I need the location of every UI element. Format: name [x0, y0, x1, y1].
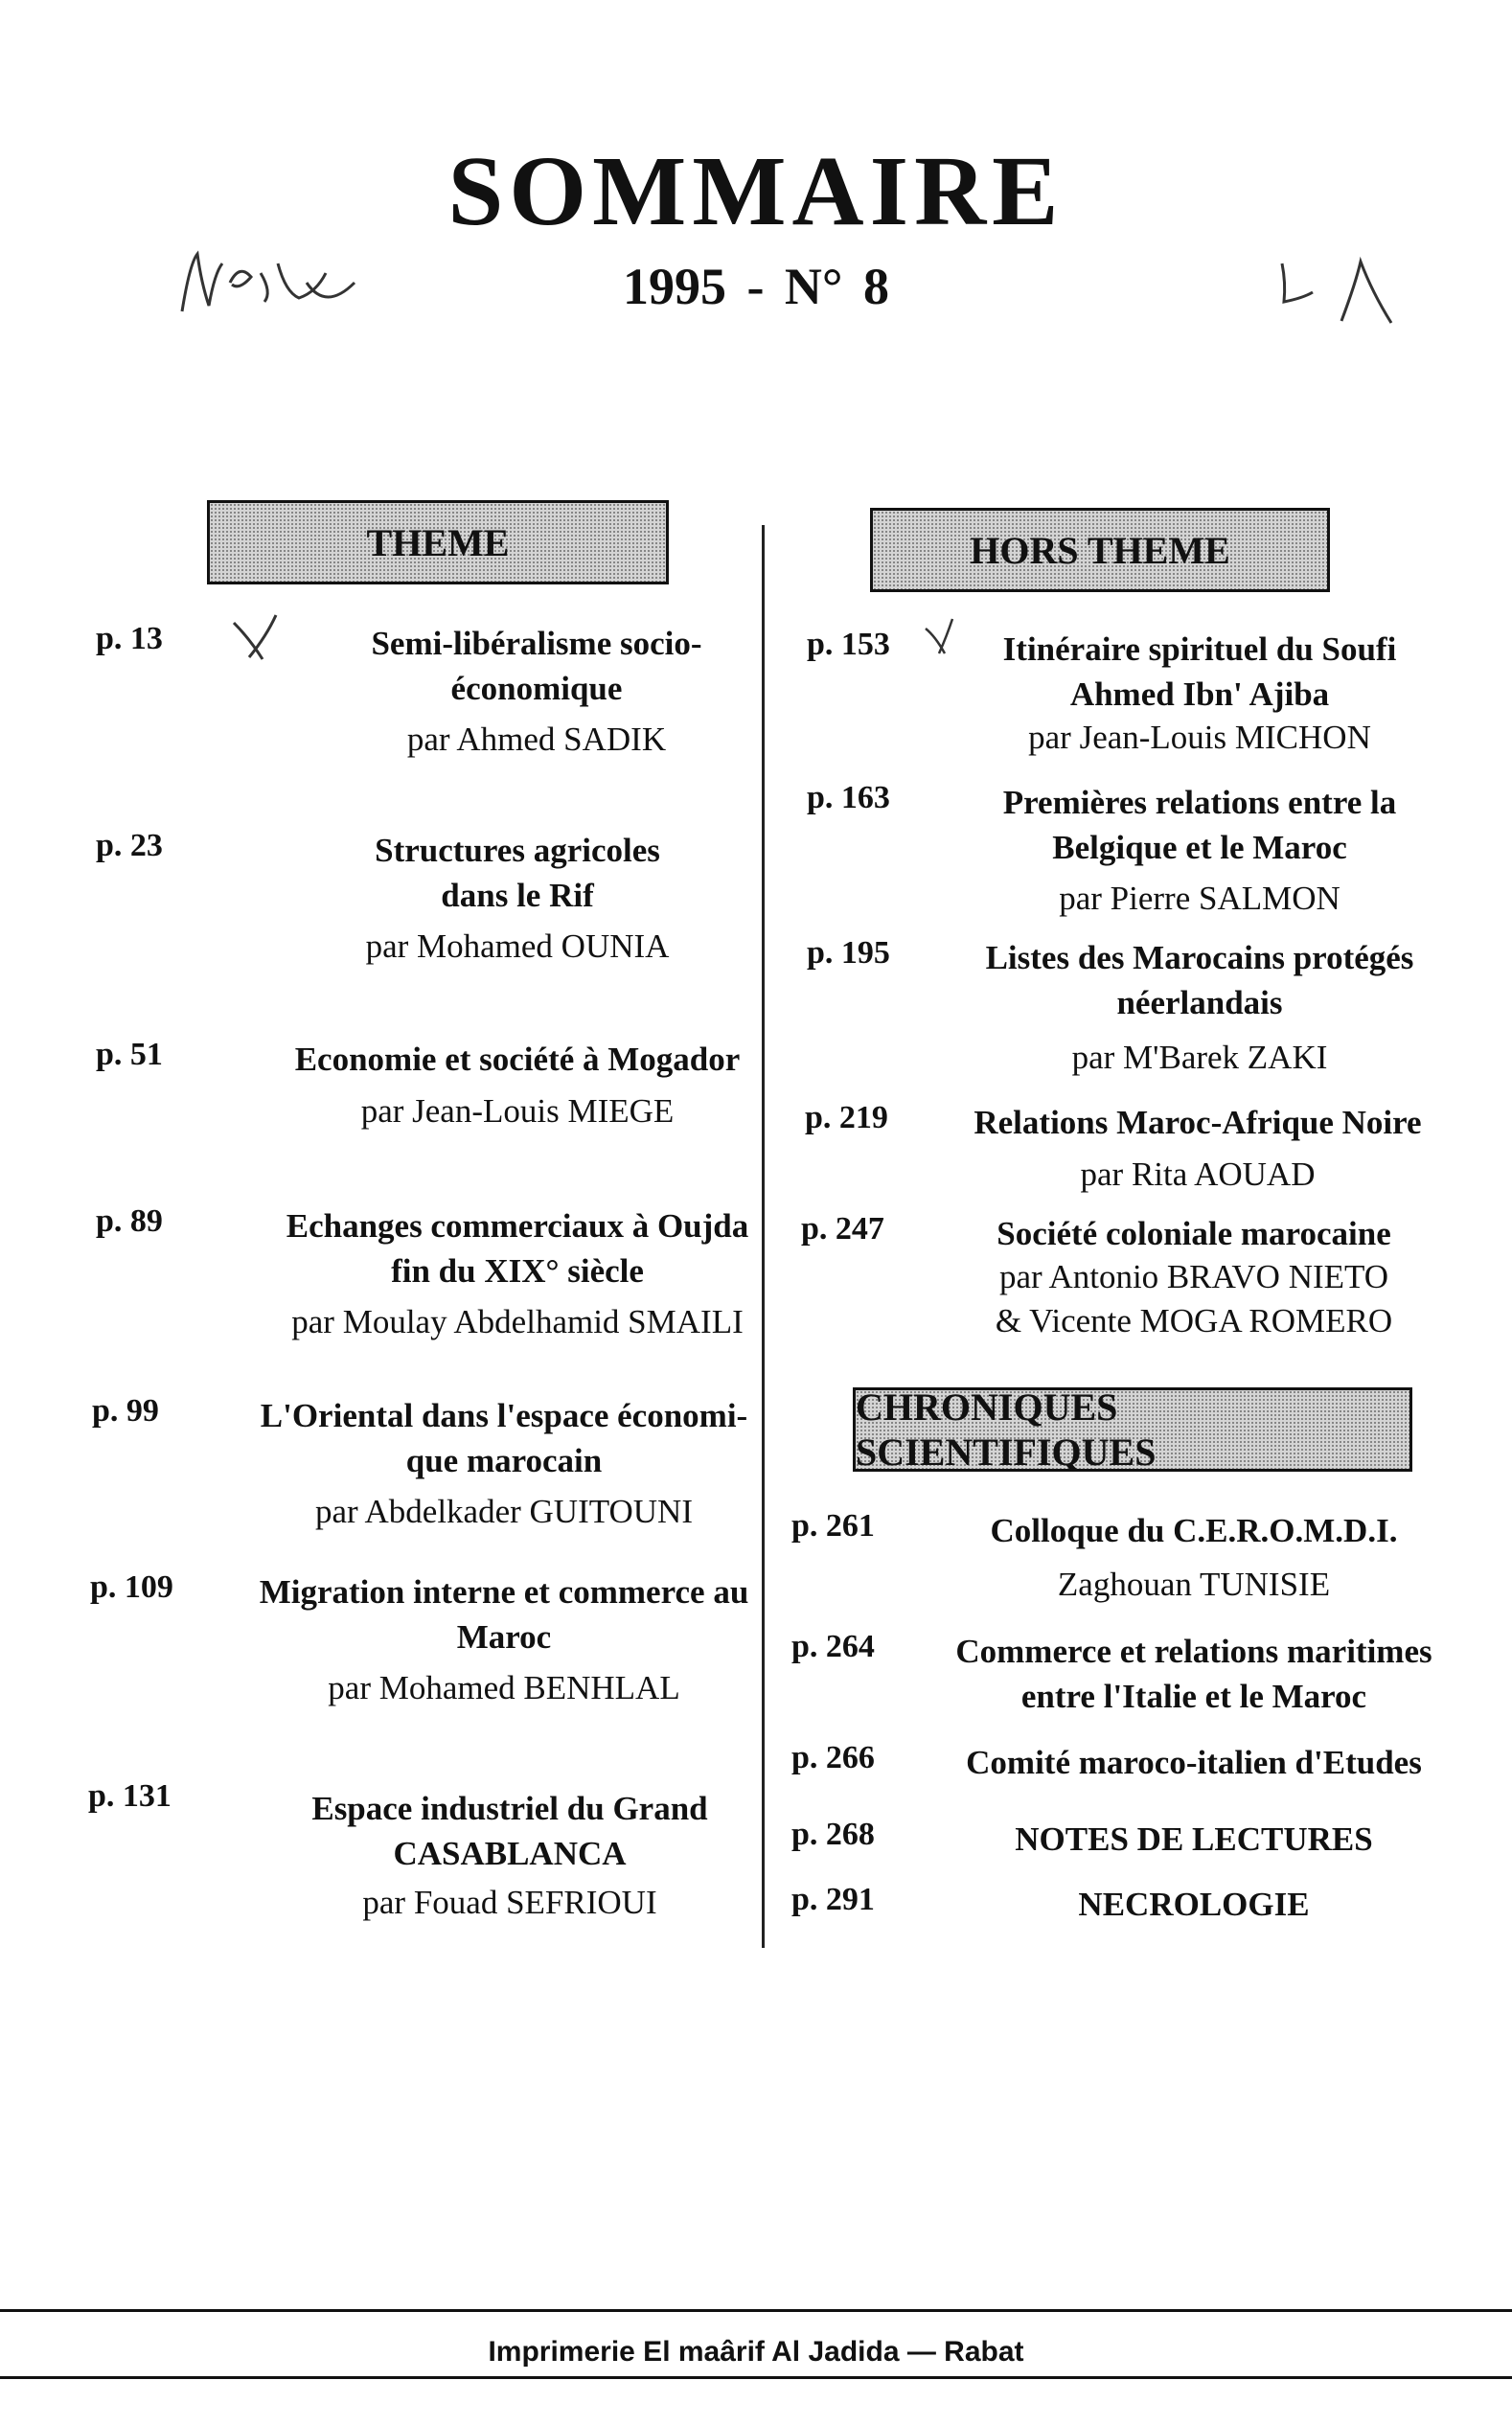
handwritten-mark-left — [172, 244, 374, 331]
page-number: p. 219 — [805, 1100, 888, 1135]
article-title: Economie et société à Mogador — [294, 1041, 741, 1078]
article-author: par Moulay Abdelhamid SMAILI — [291, 1303, 744, 1340]
article-title: Listes des Marocains protégés néerlandais — [985, 939, 1414, 1021]
page-number: p. 247 — [801, 1211, 884, 1247]
page-title: SOMMAIRE — [447, 136, 1065, 246]
article-author: par Mohamed BENHLAL — [328, 1669, 680, 1706]
article-title: Echanges commerciaux à Oujda fin du XIX° siècle — [286, 1207, 749, 1290]
article-author: Zaghouan TUNISIE — [1057, 1566, 1331, 1603]
handwritten-mark-right — [1265, 254, 1409, 331]
article-title: Société coloniale marocaine — [997, 1215, 1391, 1252]
article-title: Migration interne et commerce au Maroc — [259, 1573, 749, 1656]
section-theme-box: THEME — [207, 500, 669, 584]
page-number: p. 153 — [807, 627, 890, 662]
article-author: par M'Barek ZAKI — [1071, 1039, 1328, 1076]
article-title: Itinéraire spirituel du Soufi Ahmed Ibn' Ajiba — [1002, 630, 1397, 713]
page-number: p. 23 — [96, 828, 163, 863]
footer-rule-top — [0, 2309, 1512, 2312]
article-author: par Ahmed SADIK — [406, 721, 667, 758]
article-author: par Pierre SALMON — [1059, 880, 1340, 917]
page-number: p. 261 — [791, 1508, 875, 1544]
page-number: p. 291 — [791, 1882, 875, 1917]
article-title: NECROLOGIE — [1078, 1886, 1310, 1923]
page-number: p. 89 — [96, 1203, 163, 1239]
article-title: Colloque du C.E.R.O.M.D.I. — [990, 1512, 1398, 1549]
article-title: Semi-libéralisme socio- économique — [371, 625, 702, 707]
article-title: NOTES DE LECTURES — [1015, 1820, 1373, 1858]
article-author: par Abdelkader GUITOUNI — [315, 1493, 693, 1530]
article-title: Premières relations entre la Belgique et le Maroc — [1002, 784, 1397, 866]
article-title: Commerce et relations maritimes entre l'Italie et le Maroc — [955, 1633, 1432, 1715]
printer-footer: Imprimerie El maârif Al Jadida — Rabat — [488, 2336, 1024, 2368]
page-number: p. 266 — [791, 1740, 875, 1775]
page-number: p. 13 — [96, 621, 163, 656]
page-number: p. 51 — [96, 1037, 163, 1072]
page-number: p. 131 — [88, 1778, 172, 1814]
page-number: p. 268 — [791, 1817, 875, 1852]
footer-rule-bottom — [0, 2376, 1512, 2379]
article-title: Structures agricoles dans le Rif — [375, 832, 660, 914]
page-number: p. 264 — [791, 1629, 875, 1664]
article-author: par Antonio BRAVO NIETO & Vicente MOGA ROMERO — [995, 1258, 1393, 1339]
page-number: p. 163 — [807, 780, 890, 815]
article-author: par Jean-Louis MIEGE — [360, 1092, 675, 1130]
article-title: Comité maroco-italien d'Etudes — [966, 1744, 1422, 1781]
article-title: Espace industriel du Grand CASABLANCA — [311, 1790, 708, 1872]
section-chroniques-box: CHRONIQUES SCIENTIFIQUES — [853, 1387, 1412, 1472]
article-author: par Rita AOUAD — [1080, 1156, 1316, 1193]
article-author: par Jean-Louis MICHON — [1028, 719, 1371, 756]
page-number: p. 109 — [90, 1569, 173, 1605]
article-author: par Mohamed OUNIA — [365, 927, 670, 965]
issue-number: 1995 - N° 8 — [622, 258, 890, 315]
article-title: L'Oriental dans l'espace économi- que marocain — [260, 1397, 748, 1479]
page-number: p. 195 — [807, 935, 890, 971]
page-number: p. 99 — [92, 1393, 159, 1429]
article-author: par Fouad SEFRIOUI — [362, 1884, 657, 1921]
section-hors-theme-box: HORS THEME — [870, 508, 1330, 592]
article-title: Relations Maroc-Afrique Noire — [974, 1104, 1422, 1141]
